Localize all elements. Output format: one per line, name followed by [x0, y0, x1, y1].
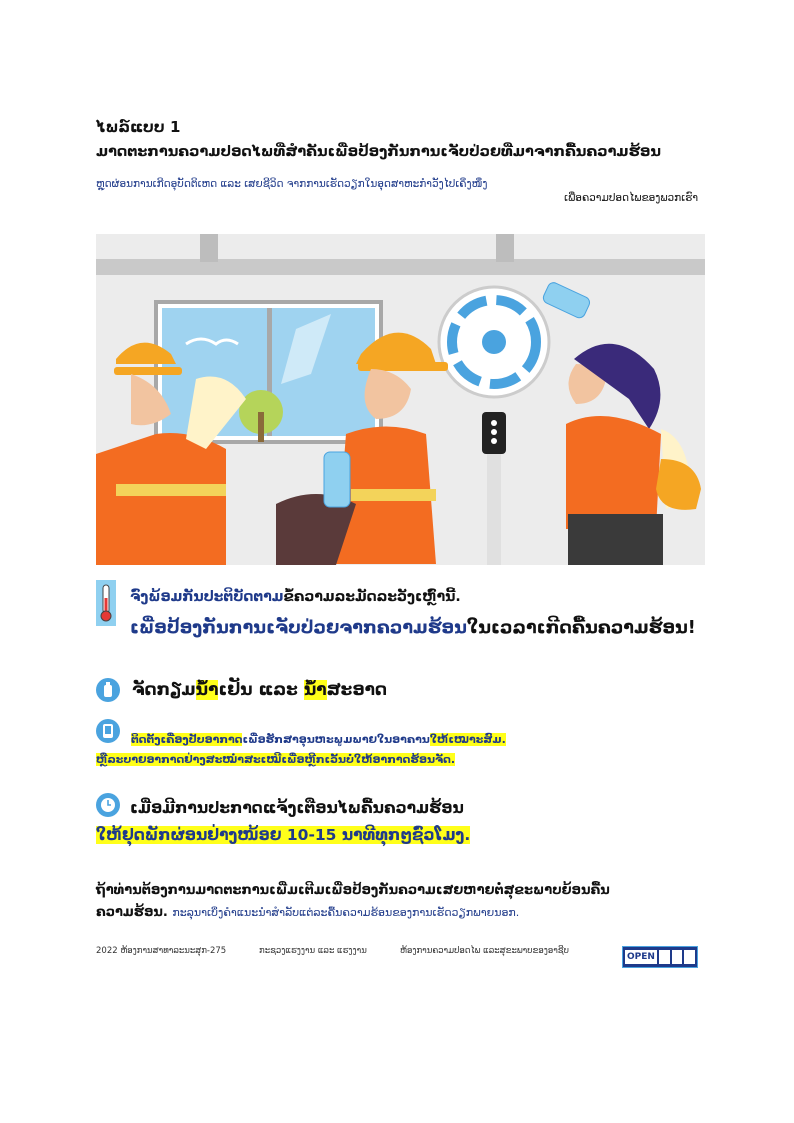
footer-item-2: ກະຊວງແຮງງານ ແລະ ແຮງງານ	[259, 946, 367, 956]
more-info-line-2	[96, 905, 519, 920]
intro-line-2	[130, 618, 696, 638]
slide-label: ໄພລ໌ແບບ 1	[96, 118, 181, 136]
subtitle-line-2: ເພື່ອຄວາມປອດໄພຂອງພວກເຮົາ	[564, 192, 698, 204]
logo-mark	[684, 950, 695, 964]
more-info-line-1: ຖ້າທ່ານຕ້ອງການມາດຕະການເພີ່ມເຕີມເພື່ອປ້ອງກັນຄວາມເສຍຫາຍຕໍ່ສຸຂະພາບຍ້ອນຄື້ນ	[96, 883, 610, 898]
aircon-line-1-a: ຕິດຕັ້ງເຄື່ອງປັບອາກາດ	[131, 733, 243, 746]
alert-line-2	[96, 826, 470, 844]
water-highlight-2: ນ້ຳ	[303, 680, 327, 700]
logo-text: OPEN	[627, 952, 655, 962]
more-info-line-2-b: ກະລຸນາເບິ່ງຄຳແນະນຳສຳລັບແຕ່ລະຄື້ນຄວາມຮ້ອນຂອງການເຮັດວຽກພາຍນອກ.	[172, 906, 520, 919]
aircon-line-1	[131, 733, 506, 746]
subtitle-line-1: ຫຼຸດຜ່ອນການເກີດອຸບັດຕິເຫດ ແລະ ເສຍຊີວິດ ຈາກການເຮັດວຽກໃນອຸດສາຫະກຳວັງໄປເຄິ່ງໜຶ່ງ	[96, 178, 488, 190]
intro-line-2-b: ໃນເວລາເກີດຄື້ນຄວາມຮ້ອນ!	[466, 618, 696, 638]
workers-heat-illustration	[96, 234, 705, 565]
page-title: ມາດຕະການຄວາມປອດໄພທີ່ສຳຄັນເພື່ອປ້ອງກັນການເຈັບປ່ວຍທີ່ມາຈາກຄື້ນຄວາມຮ້ອນ	[96, 144, 662, 160]
alert-line-1: ເມື່ອມີການປະກາດແຈ້ງເຕືອນໄພຄື້ນຄວາມຮ້ອນ	[130, 799, 464, 817]
intro-line-1	[130, 589, 461, 605]
aircon-line-1-b: ເພື່ອຮັກສາອຸນຫະພູມພາຍໃນອາຄານ	[242, 733, 430, 746]
clock-icon	[96, 793, 120, 817]
more-info-line-2-a: ຄວາມຮ້ອນ.	[96, 905, 173, 920]
water-suffix: ສະອາດ	[326, 680, 388, 700]
water-mid: ເຢັນ ແລະ	[218, 680, 304, 700]
aircon-line-2-text: ຫຼືລະບາຍອາກາດຢ່າງສະໝ່ຳສະເໝີເພື່ອຫຼີກເວັ້ນບໍ່ໃຫ້ອາກາດຮ້ອນຈັດ.	[96, 753, 456, 766]
water-prefix: ຈັດກຽມ	[132, 680, 196, 700]
logo-mark	[659, 950, 670, 964]
aircon-icon	[96, 719, 120, 743]
aircon-line-2	[96, 753, 455, 766]
open-logo	[622, 946, 698, 968]
aircon-line-1-c: ໃຫ້ເໝາະສົມ.	[429, 733, 506, 746]
thermometer-icon	[96, 580, 116, 626]
footer-item-3: ຫ້ອງການຄວາມປອດໄພ ແລະສຸຂະພາບຂອງອາຊີບ	[400, 946, 569, 956]
footer-item-1: 2022 ຫ້ອງການສາທາລະນະສຸກ-275	[96, 946, 227, 956]
intro-line-1-a: ຈົ່ງພ້ອມກັນປະຕິບັດຕາມ	[130, 589, 284, 605]
alert-line-2-text: ໃຫ້ຢຸດພັກຜ່ອນຢ່າງໜ້ອຍ 10-15 ນາທີທຸກໆຊົ່ວໂມງ.	[96, 826, 471, 844]
intro-line-1-b: ຂໍ້ຄວາມລະມັດລະວັງເຫຼົ່ານີ້.	[283, 589, 461, 605]
water-bottle-icon	[96, 678, 120, 702]
water-tip	[132, 680, 387, 700]
water-highlight-1: ນ້ຳ	[195, 680, 219, 700]
intro-line-2-a: ເພື່ອປ້ອງກັນການເຈັບປ່ວຍຈາກຄວາມຮ້ອນ	[130, 618, 467, 638]
logo-mark	[672, 950, 683, 964]
